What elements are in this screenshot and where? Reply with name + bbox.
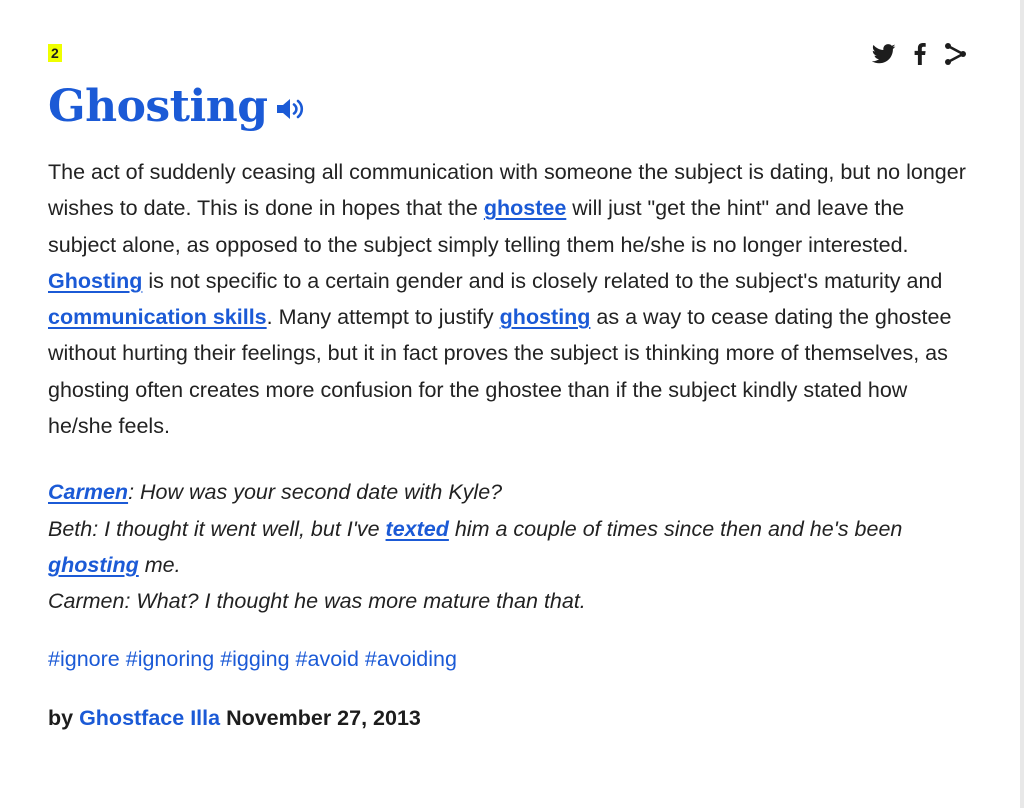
contributor-by: by [48, 705, 74, 730]
example-line [48, 511, 968, 584]
word-title[interactable]: Ghosting [48, 81, 268, 132]
contributor [48, 706, 968, 731]
rank-badge: 2 [48, 44, 62, 62]
example-text: Beth: I thought it went well, but I've [48, 516, 386, 541]
meaning-text: is not specific to a certain gender and is closely related to the subject's maturity and [142, 268, 943, 293]
example-line: Carmen: What? I thought he was more mature than that. [48, 589, 586, 614]
share-icon[interactable] [944, 42, 968, 66]
twitter-icon[interactable] [872, 44, 896, 64]
page-edge [1020, 0, 1024, 808]
link-ghostee[interactable]: ghostee [483, 196, 567, 221]
example-line [48, 474, 968, 510]
tag-link[interactable]: #ignoring [125, 646, 215, 671]
share-bar [872, 42, 968, 66]
author-link[interactable]: Ghostface Illa [79, 705, 221, 730]
facebook-icon[interactable] [914, 43, 926, 65]
example-text: : How was your second date with Kyle? [128, 480, 503, 505]
post-date: November 27, 2013 [226, 705, 421, 730]
meaning-text: . Many attempt to justify [266, 305, 500, 330]
tag-link[interactable]: #igging [220, 646, 290, 671]
definition-example [48, 474, 968, 619]
link-ghosting[interactable]: ghosting [48, 552, 139, 577]
link-ghosting[interactable]: ghosting [499, 305, 591, 330]
tag-list [48, 644, 968, 674]
example-text: me. [138, 552, 181, 577]
meaning-text: as a way to cease dating the ghostee without hurting their feelings, but it in fact proves the subject is thinking more of themselves, as ghosting often creates more confusion for the ghostee than if the subject kindly stated how he/she feels. [48, 305, 952, 439]
example-text: him a couple of times since then and he's been [448, 516, 903, 541]
definition-meaning [48, 154, 968, 444]
meaning-text: The act of suddenly ceasing all communication with someone the subject is dating, but no longer wishes to date. This is done in hopes that the [48, 160, 966, 221]
definition-card [48, 40, 968, 731]
link-texted[interactable]: texted [385, 516, 449, 541]
tag-link[interactable]: #avoiding [364, 646, 457, 671]
link-carmen[interactable]: Carmen [48, 480, 129, 505]
rank-row [48, 40, 968, 63]
link-ghosting[interactable]: Ghosting [48, 268, 143, 293]
speaker-icon[interactable] [275, 96, 305, 122]
title-row [48, 81, 968, 132]
link-communication-skills[interactable]: communication skills [48, 305, 267, 330]
tag-link[interactable]: #avoid [295, 646, 359, 671]
tag-link[interactable]: #ignore [48, 646, 120, 671]
meaning-text: will just "get the hint" and leave the subject alone, as opposed to the subject simply telling them he/she is no longer interested. [48, 196, 909, 257]
